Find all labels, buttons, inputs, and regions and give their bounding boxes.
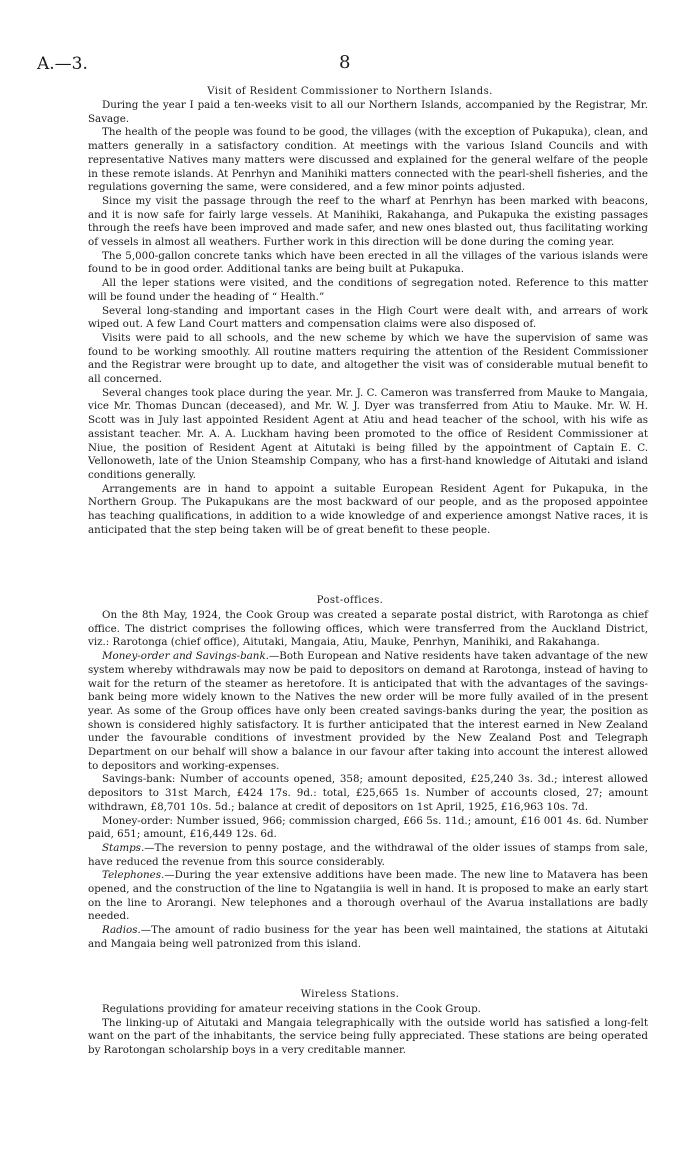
paragraph [88,869,648,924]
paragraph [88,842,648,869]
paragraph: On the 8th May, 1924, the Cook Group was created a separate postal district, with Rarotonga as chief office. The district comprises the following offices, which were transferred from the Auckland District, viz.: Rarotonga (chief office), Aitutaki, Mangaia, Atiu, Mauke, Penrhyn, Manihiki, and Rakahanga. [88,609,648,649]
paragraph: Visits were paid to all schools, and the new scheme by which we have the supervision of same was found to be working smoothly. All routine matters requiring the attention of the Resident Commissioner and the Registrar were brought up to date, and altogether the visit was of considerable mutual benefit to all concerned. [88,331,648,386]
paragraph-lead: Telephones. [102,869,165,882]
paragraph: The health of the people was found to be good, the villages (with the exception of Pukapuka), clean, and matters generally in a satisfactory condition. At meetings with the various Island Councils and with representative Natives many matters were discussed and explained for the general welfare of the people in these remote islands. At Penrhyn and Manihiki matters connected with the pearl-shell fisheries, and the regulations governing the same, were considered, and a few minor points adjusted. [88,126,648,194]
paragraph: Regulations providing for amateur receiving stations in the Cook Group. [102,1003,481,1015]
paragraph: The 5,000-gallon concrete tanks which have been erected in all the villages of the various islands were found to be in good order. Additional tanks are being built at Pukapuka. [88,249,648,276]
paragraph-text: —The reversion to penny postage, and the withdrawal of the older issues of stamps from sale, have reduced the revenue from this source considerably. [88,841,648,868]
wireless-heading: Wireless Stations. [300,989,400,1000]
paragraph [88,924,648,951]
paragraph [88,650,648,773]
post-offices-section [88,609,648,952]
paragraph: Since my visit the passage through the reef to the wharf at Penrhyn has been marked with beacons, and it is now safe for fairly large vessels. At Manihiki, Rakahanga, and Pukapuka the existing passages through the reefs have been improved and made safer, and new ones blasted out, thus facilitating working of vessels in almost all weathers. Further work in this direction will be done during the coming year. [88,194,648,249]
document-reference: A.—3. [37,54,88,74]
visit-heading: Visit of Resident Commissioner to Northern Islands. [207,86,493,97]
paragraph: The linking-up of Aitutaki and Mangaia telegraphically with the outside world has satisfied a long-felt want on the part of the inhabitants, the service being fully appreciated. These stations are being operated by Rarotongan scholarship boys in a very creditable manner. [88,1016,648,1057]
paragraph: Money-order: Number issued, 966; commission charged, £66 5s. 11d.; amount, £16 001 4s. 6d. Number paid, 651; amount, £16,449 12s. 6d. [88,814,648,841]
paragraph-text: —The amount of radio business for the year has been well maintained, the stations at Aitutaki and Mangaia being well patronized from this island. [88,924,648,950]
paragraph: Arrangements are in hand to appoint a suitable European Resident Agent for Pukapuka, in the Northern Group. The Pukapukans are the most backward of our people, and as the proposed appointee has teaching qualifications, in addition to a wide knowledge of and experience amongst Native races, it is anticipated that the step being taken will be of great benefit to these people. [88,482,648,536]
paragraph-text: —During the year extensive additions have been made. The new line to Matavera has been opened, and the construction of the line to Ngatangiia is well in hand. It is proposed to make an early start on the line to Arorangi. New telephones and a thorough overhaul of the Avarua installations are badly needed. [88,869,648,923]
paragraph: All the leper stations were visited, and the conditions of segregation noted. Reference to this matter will be found under the heading of “ Health.” [88,277,648,303]
page-number: 8 [339,52,351,73]
paragraph: Several long-standing and important cases in the High Court were dealt with, and arrears of work wiped out. A few Land Court matters and compensation claims were also disposed of. [88,304,648,331]
paragraph-lead: Radios. [102,924,141,937]
visit-section [88,99,648,538]
paragraph-lead: Stamps. [102,841,145,854]
paragraph-lead: Money-order and Savings-bank. [102,650,269,663]
wireless-section [88,1003,648,1058]
paragraph: During the year I paid a ten-weeks visit to all our Northern Islands, accompanied by the Registrar, Mr. Savage. [88,99,648,125]
paragraph: Savings-bank: Number of accounts opened, 358; amount deposited, £25,240 3s. 3d.; interest allowed depositors to 31st March, £424 17s. 9d.: total, £25,665 1s. Number of accounts closed, 27; amount withdrawn, £8,701 10s. 5d.; balance at credit of depositors on 1st April, 1925, £16,963 10s. 7d. [88,773,648,813]
post-offices-heading: Post-offices. [316,595,384,606]
paragraph: Several changes took place during the year. Mr. J. C. Cameron was transferred from Mauke to Mangaia, vice Mr. Thomas Duncan (deceased), and Mr. W. J. Dyer was transferred from Atiu to Mauke. Mr. W. H. Scott was in July last appointed Resident Agent at Atiu and head teacher of the school, with his wife as assistant teacher. Mr. A. A. Luckham having been promoted to the office of Resident Commissioner at Niue, the position of Resident Agent at Aitutaki is being filled by the appointment of Captain E. C. Vellonoweth, late of the Union Steamship Company, who has a first-hand knowledge of Aitutaki and island conditions generally. [88,386,648,481]
paragraph-text: —Both European and Native residents have taken advantage of the new system whereby withdrawals may now be paid to depositors on demand at Rarotonga, instead of having to wait for the return of the steamer as heretofore. It is anticipated that with the advantages of the savings-bank being more widely known to the Natives the new order will be more fully availed of in the present year. As some of the Group offices have only been created savings-banks during the year, the position as shown is considered highly satisfactory. It is further anticipated that the interest earned in New Zealand under the favourable conditions of investment provided by the New Zealand Post and Telegraph Department on our behalf will show a balance in our favour after taking into account the interest allowed to depositors and working-expenses. [88,650,648,772]
